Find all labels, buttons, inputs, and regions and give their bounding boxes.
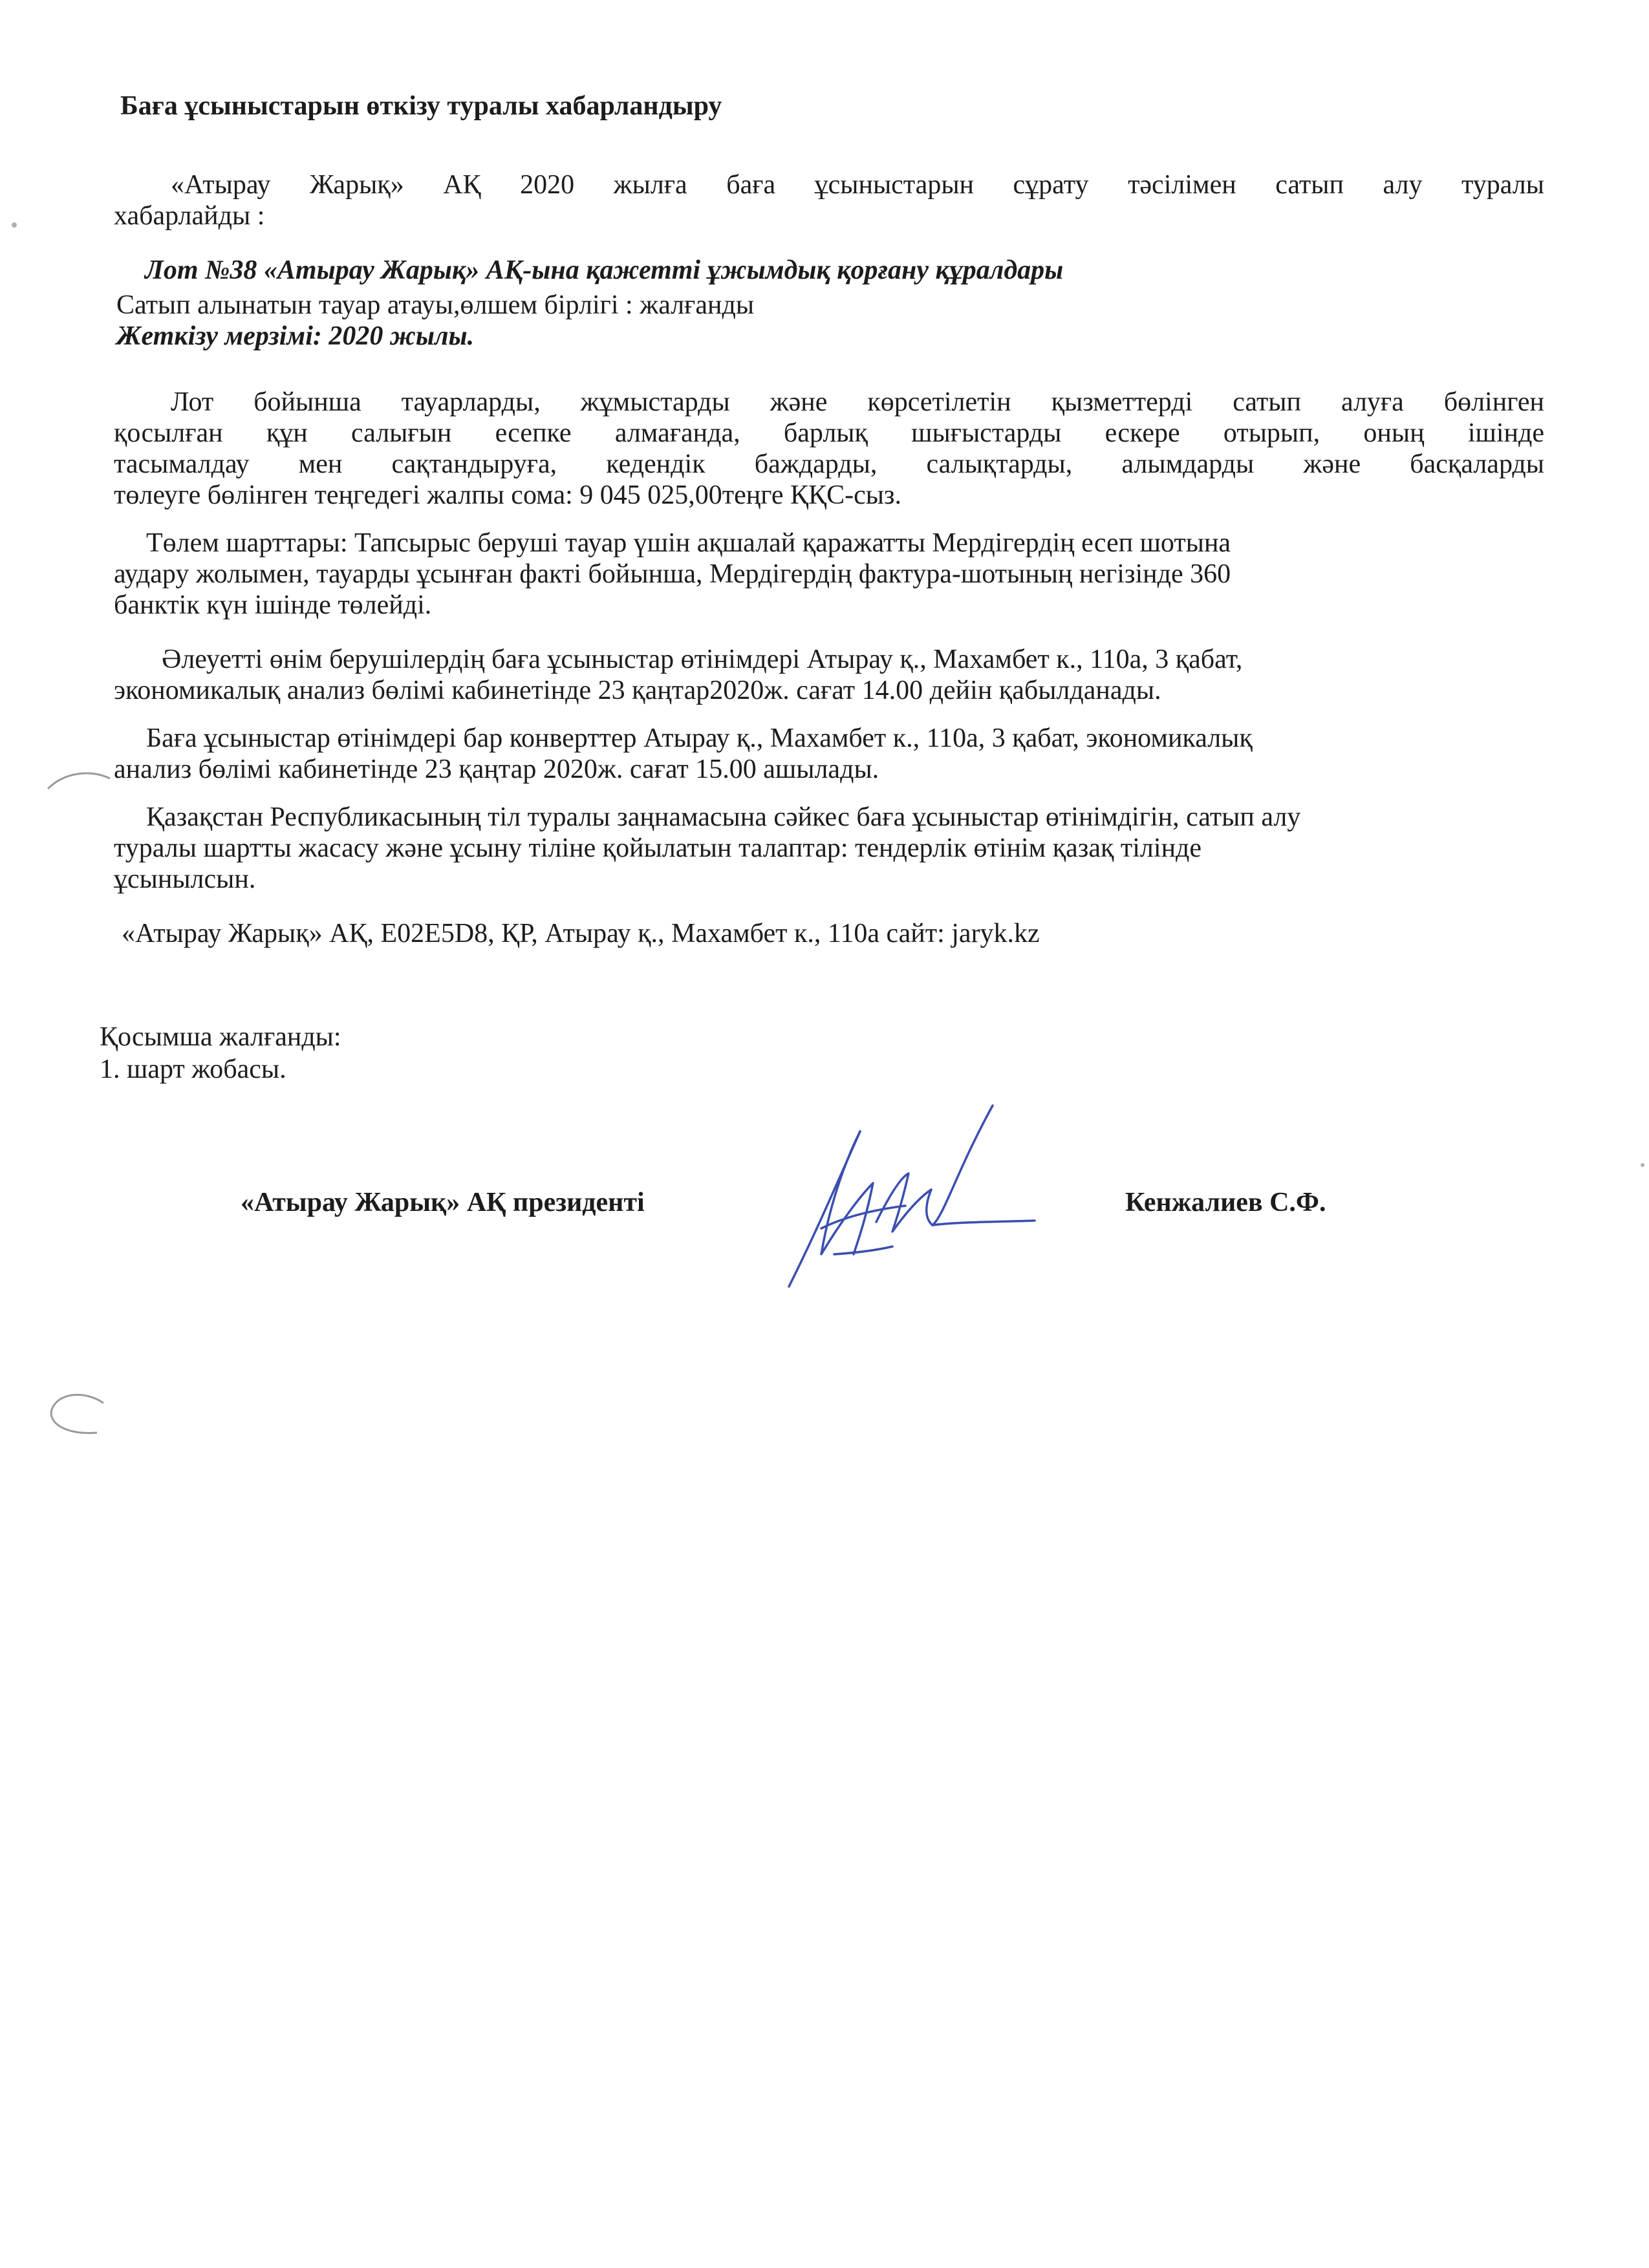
attachment-label: Қосымша жалғанды: xyxy=(100,1022,341,1052)
opening-line-2: анализ бөлімі кабинетінде 23 қаңтар 2020ж. сағат 15.00 ашылады. xyxy=(114,754,879,784)
opening-line-1: Баға ұсыныстар өтінімдері бар конверттер Атырау қ., Махамбет к., 110а, 3 қабат, экономикалық xyxy=(146,723,1253,753)
document-title: Баға ұсыныстарын өткізу туралы хабарландыру xyxy=(120,91,722,121)
submission-line-2: экономикалық анализ бөлімі кабинетінде 23 қаңтар2020ж. сағат 14.00 дейін қабылданады. xyxy=(114,676,1161,705)
scan-mark-upper xyxy=(39,763,116,802)
intro-line-1: «Атырау Жарық» АҚ 2020 жылға баға ұсыныстарын сұрату тәсілімен сатып алу туралы xyxy=(171,170,1544,200)
language-line-1: Қазақстан Республикасының тіл туралы заңнамасына сәйкес баға ұсыныстар өтінімдігін, сатып алу xyxy=(146,802,1301,832)
scan-dot-left xyxy=(9,217,19,233)
scan-dot-right xyxy=(1639,1161,1646,1169)
attachment-item: 1. шарт жобасы. xyxy=(100,1054,286,1084)
scan-mark-lower xyxy=(39,1384,116,1448)
delivery-line: Жеткізу мерзімі: 2020 жылы. xyxy=(116,321,475,351)
signer-title: «Атырау Жарық» АҚ президенті xyxy=(241,1188,645,1217)
language-line-2: туралы шартты жасасу және ұсыну тіліне қойылатын талаптар: тендерлік өтінім қазақ тілінде xyxy=(114,833,1202,863)
payment-line-2: аудару жолымен, тауарды ұсынған факті бойынша, Мердігердің фактура-шотының негізінде 360 xyxy=(114,559,1231,589)
signature-mark xyxy=(763,1093,1048,1312)
amount-line-4: төлеуге бөлінген теңгедегі жалпы сома: 9 045 025,00теңге ҚҚС-сыз. xyxy=(114,480,902,510)
amount-line-2: қосылған құн салығын есепке алмағанда, барлық шығыстарды ескере отырып, оның ішінде xyxy=(114,418,1544,448)
lot-title: Лот №38 «Атырау Жарық» АҚ-ына қажетті ұжымдық қорғану құралдары xyxy=(145,255,1064,285)
amount-line-3: тасымалдау мен сақтандыруға, кедендік баждарды, салықтарды, алымдарды және басқаларды xyxy=(114,449,1544,479)
goods-line: Сатып алынатын тауар атауы,өлшем бірлігі : жалғанды xyxy=(116,290,755,320)
payment-line-3: банктік күн ішінде төлейді. xyxy=(114,590,432,620)
address-line: «Атырау Жарық» АҚ, Е02Е5D8, ҚР, Атырау қ., Махамбет к., 110а сайт: jaryk.kz xyxy=(122,919,1040,948)
payment-line-1: Төлем шарттары: Тапсырыс беруші тауар үшін ақшалай қаражатты Мердігердің есеп шотына xyxy=(146,528,1231,558)
language-line-3: ұсынылсын. xyxy=(114,864,256,894)
signer-name: Кенжалиев С.Ф. xyxy=(1125,1188,1326,1217)
submission-line-1: Әлеуетті өнім берушілердің баға ұсыныстар өтінімдері Атырау қ., Махамбет к., 110а, 3 қабат, xyxy=(162,645,1243,674)
amount-line-1: Лот бойынша тауарларды, жұмыстарды және көрсетілетін қызметтерді сатып алуға бөлінген xyxy=(171,387,1544,417)
intro-line-2: хабарлайды : xyxy=(114,201,265,231)
